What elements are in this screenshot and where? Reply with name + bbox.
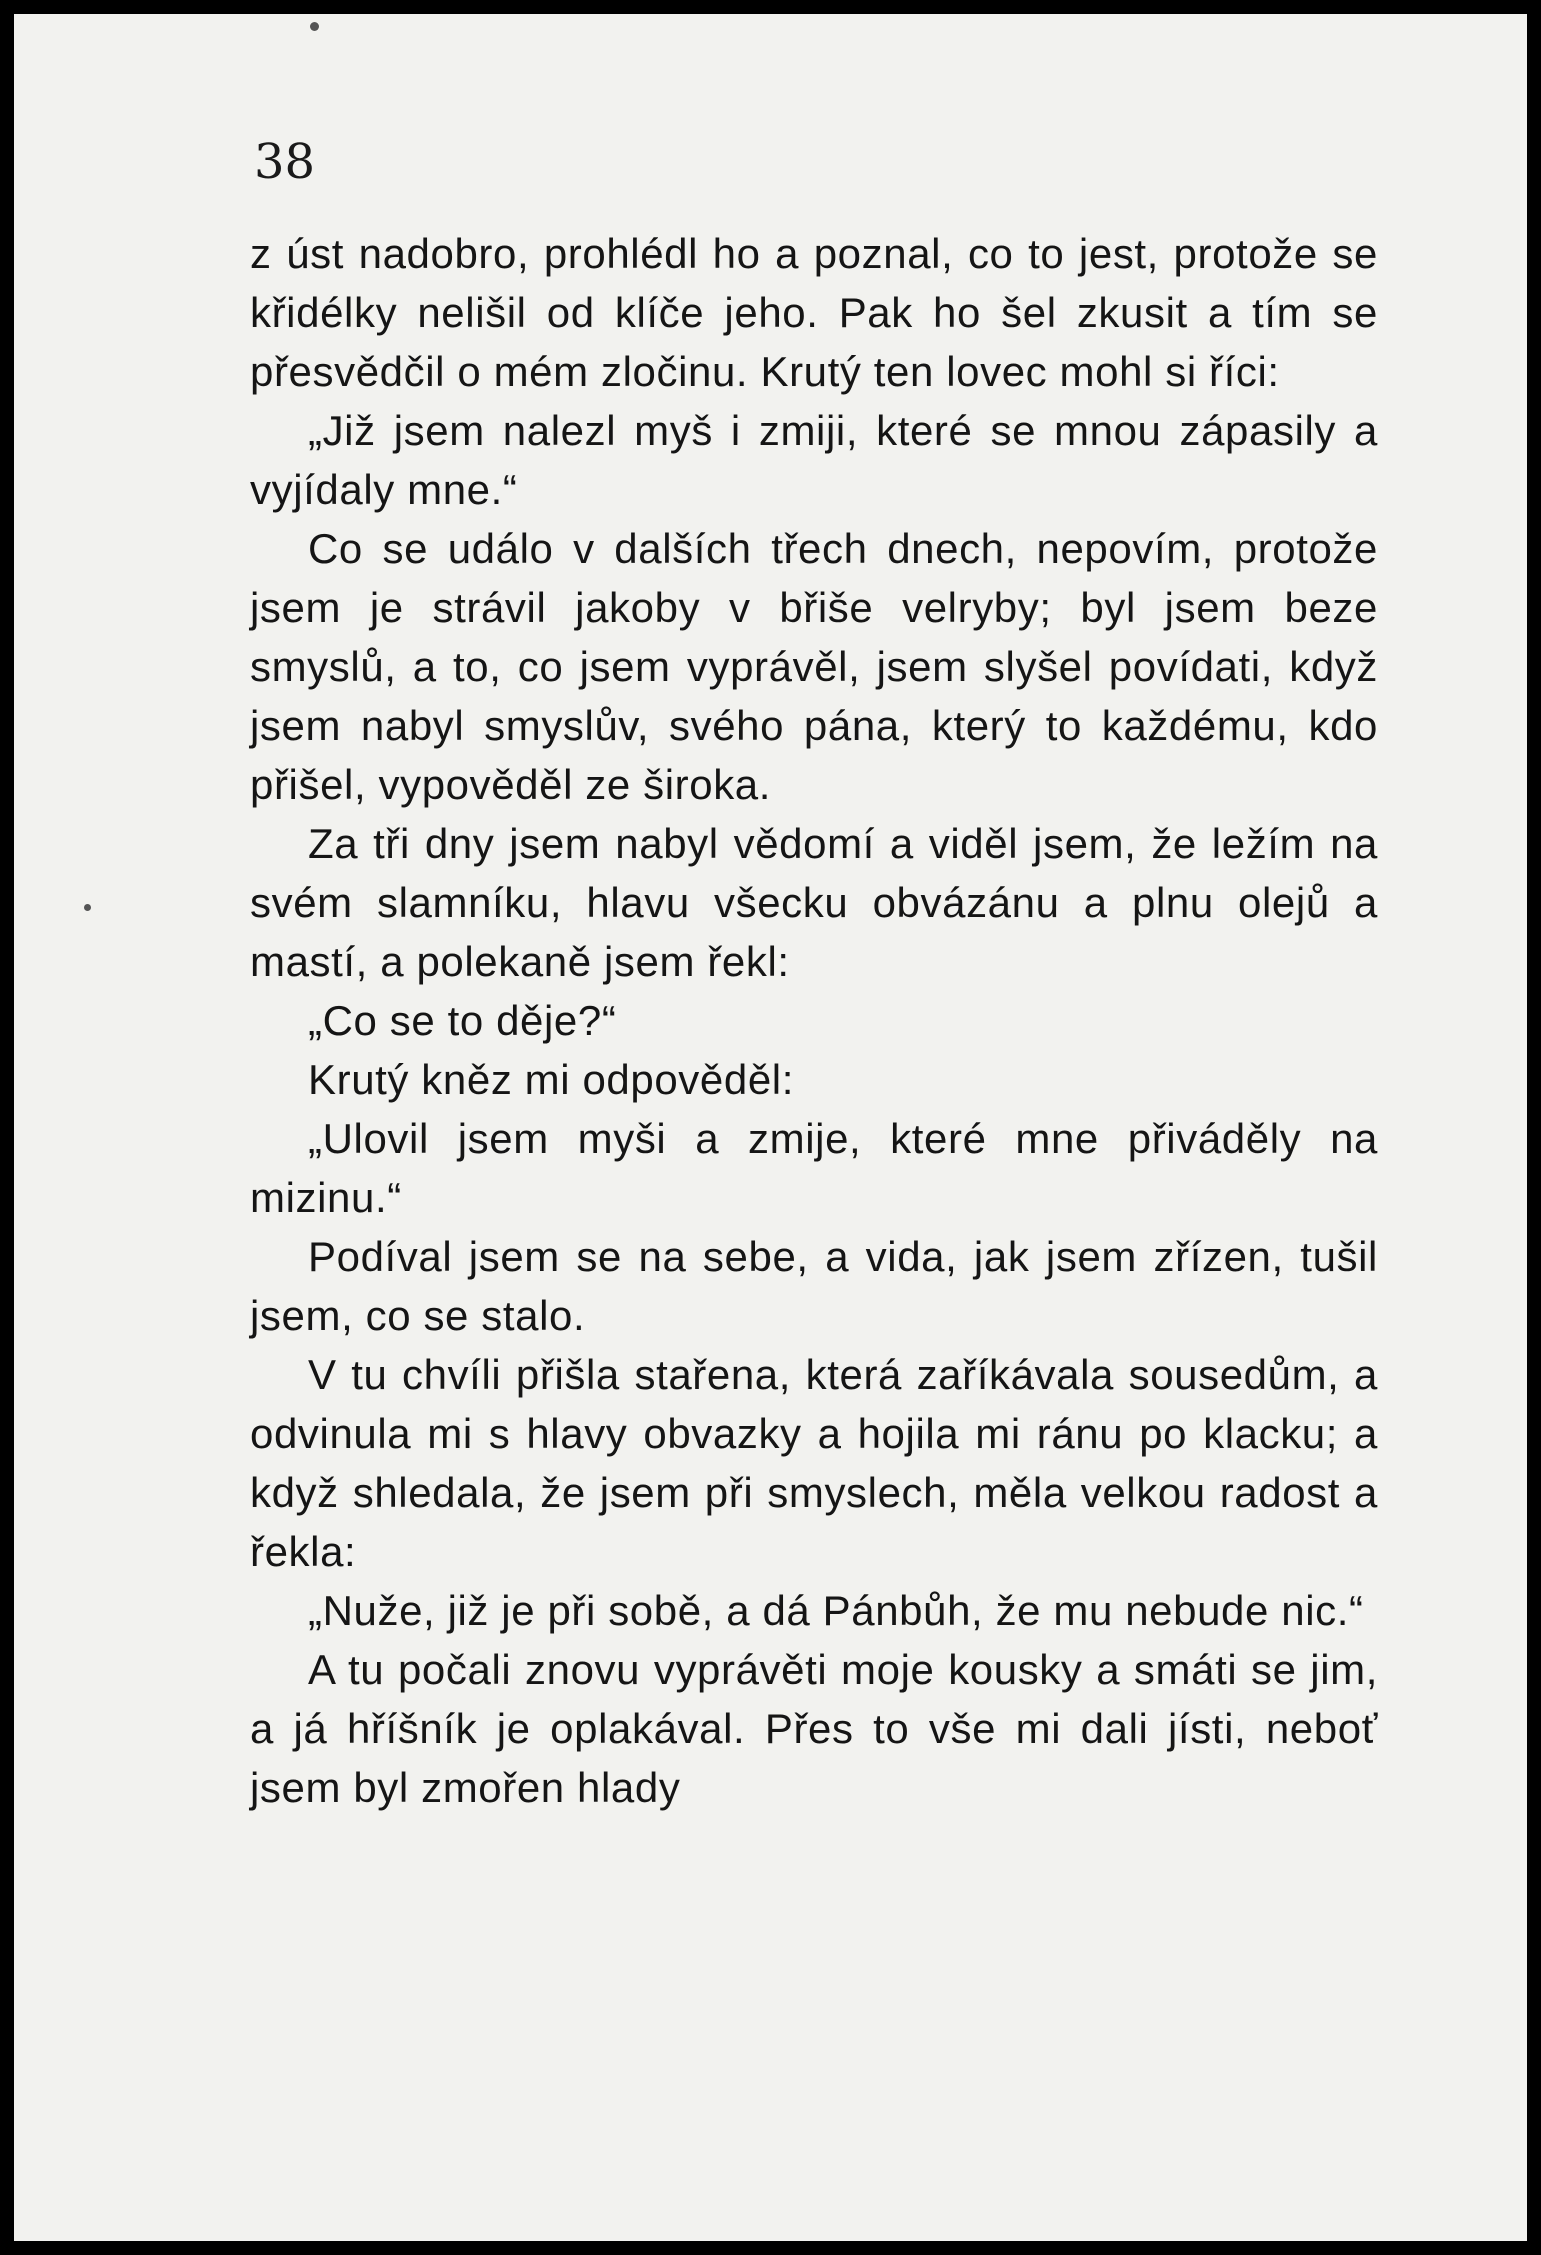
- paragraph: A tu počali znovu vyprávěti moje kousky a smáti se jim, a já hříšník je oplakával. Přes to vše mi dali jísti, neboť jsem byl zmořen hlady: [250, 1646, 1378, 1811]
- paragraph: Krutý kněz mi odpověděl:: [308, 1056, 794, 1103]
- paragraph: „Již jsem nalezl myš i zmiji, které se mnou zápasily a vyjídaly mne.“: [250, 407, 1378, 513]
- ink-speck: [84, 904, 91, 911]
- book-page: [14, 14, 1527, 2241]
- ink-speck: [310, 22, 319, 31]
- paragraph: V tu chvíli přišla stařena, která zaříkávala sousedům, a odvinula mi s hlavy obvazky a hojila mi ránu po klacku; a když shledala, že jsem při smyslech, měla velkou radost a řekla:: [250, 1351, 1378, 1575]
- paragraph: „Nuže, již je při sobě, a dá Pánbůh, že mu nebude nic.“: [308, 1587, 1364, 1634]
- paragraph: Za tři dny jsem nabyl vědomí a viděl jsem, že ležím na svém slamníku, hlavu všecku obvázánu a plnu olejů a mastí, a polekaně jsem řekl:: [250, 820, 1378, 985]
- paragraph: „Ulovil jsem myši a zmije, které mne přiváděly na mizinu.“: [250, 1115, 1378, 1221]
- paragraph: Podíval jsem se na sebe, a vida, jak jsem zřízen, tušil jsem, co se stalo.: [250, 1233, 1378, 1339]
- paragraph: „Co se to děje?“: [308, 997, 617, 1044]
- page-number: 38: [254, 134, 316, 190]
- paragraph: z úst nadobro, prohlédl ho a poznal, co to jest, protože se křidélky nelišil od klíče jeho. Pak ho šel zkusit a tím se přesvědčil o mém zločinu. Krutý ten lovec mohl si říci:: [250, 230, 1378, 395]
- paragraph: Co se událo v dalších třech dnech, nepovím, protože jsem je strávil jakoby v břiše velryby; byl jsem beze smyslů, a to, co jsem vyprávěl, jsem slyšel povídati, když jsem nabyl smyslův, svého pána, který to každému, kdo přišel, vypověděl ze široka.: [250, 525, 1378, 808]
- body-text: [250, 224, 1378, 1817]
